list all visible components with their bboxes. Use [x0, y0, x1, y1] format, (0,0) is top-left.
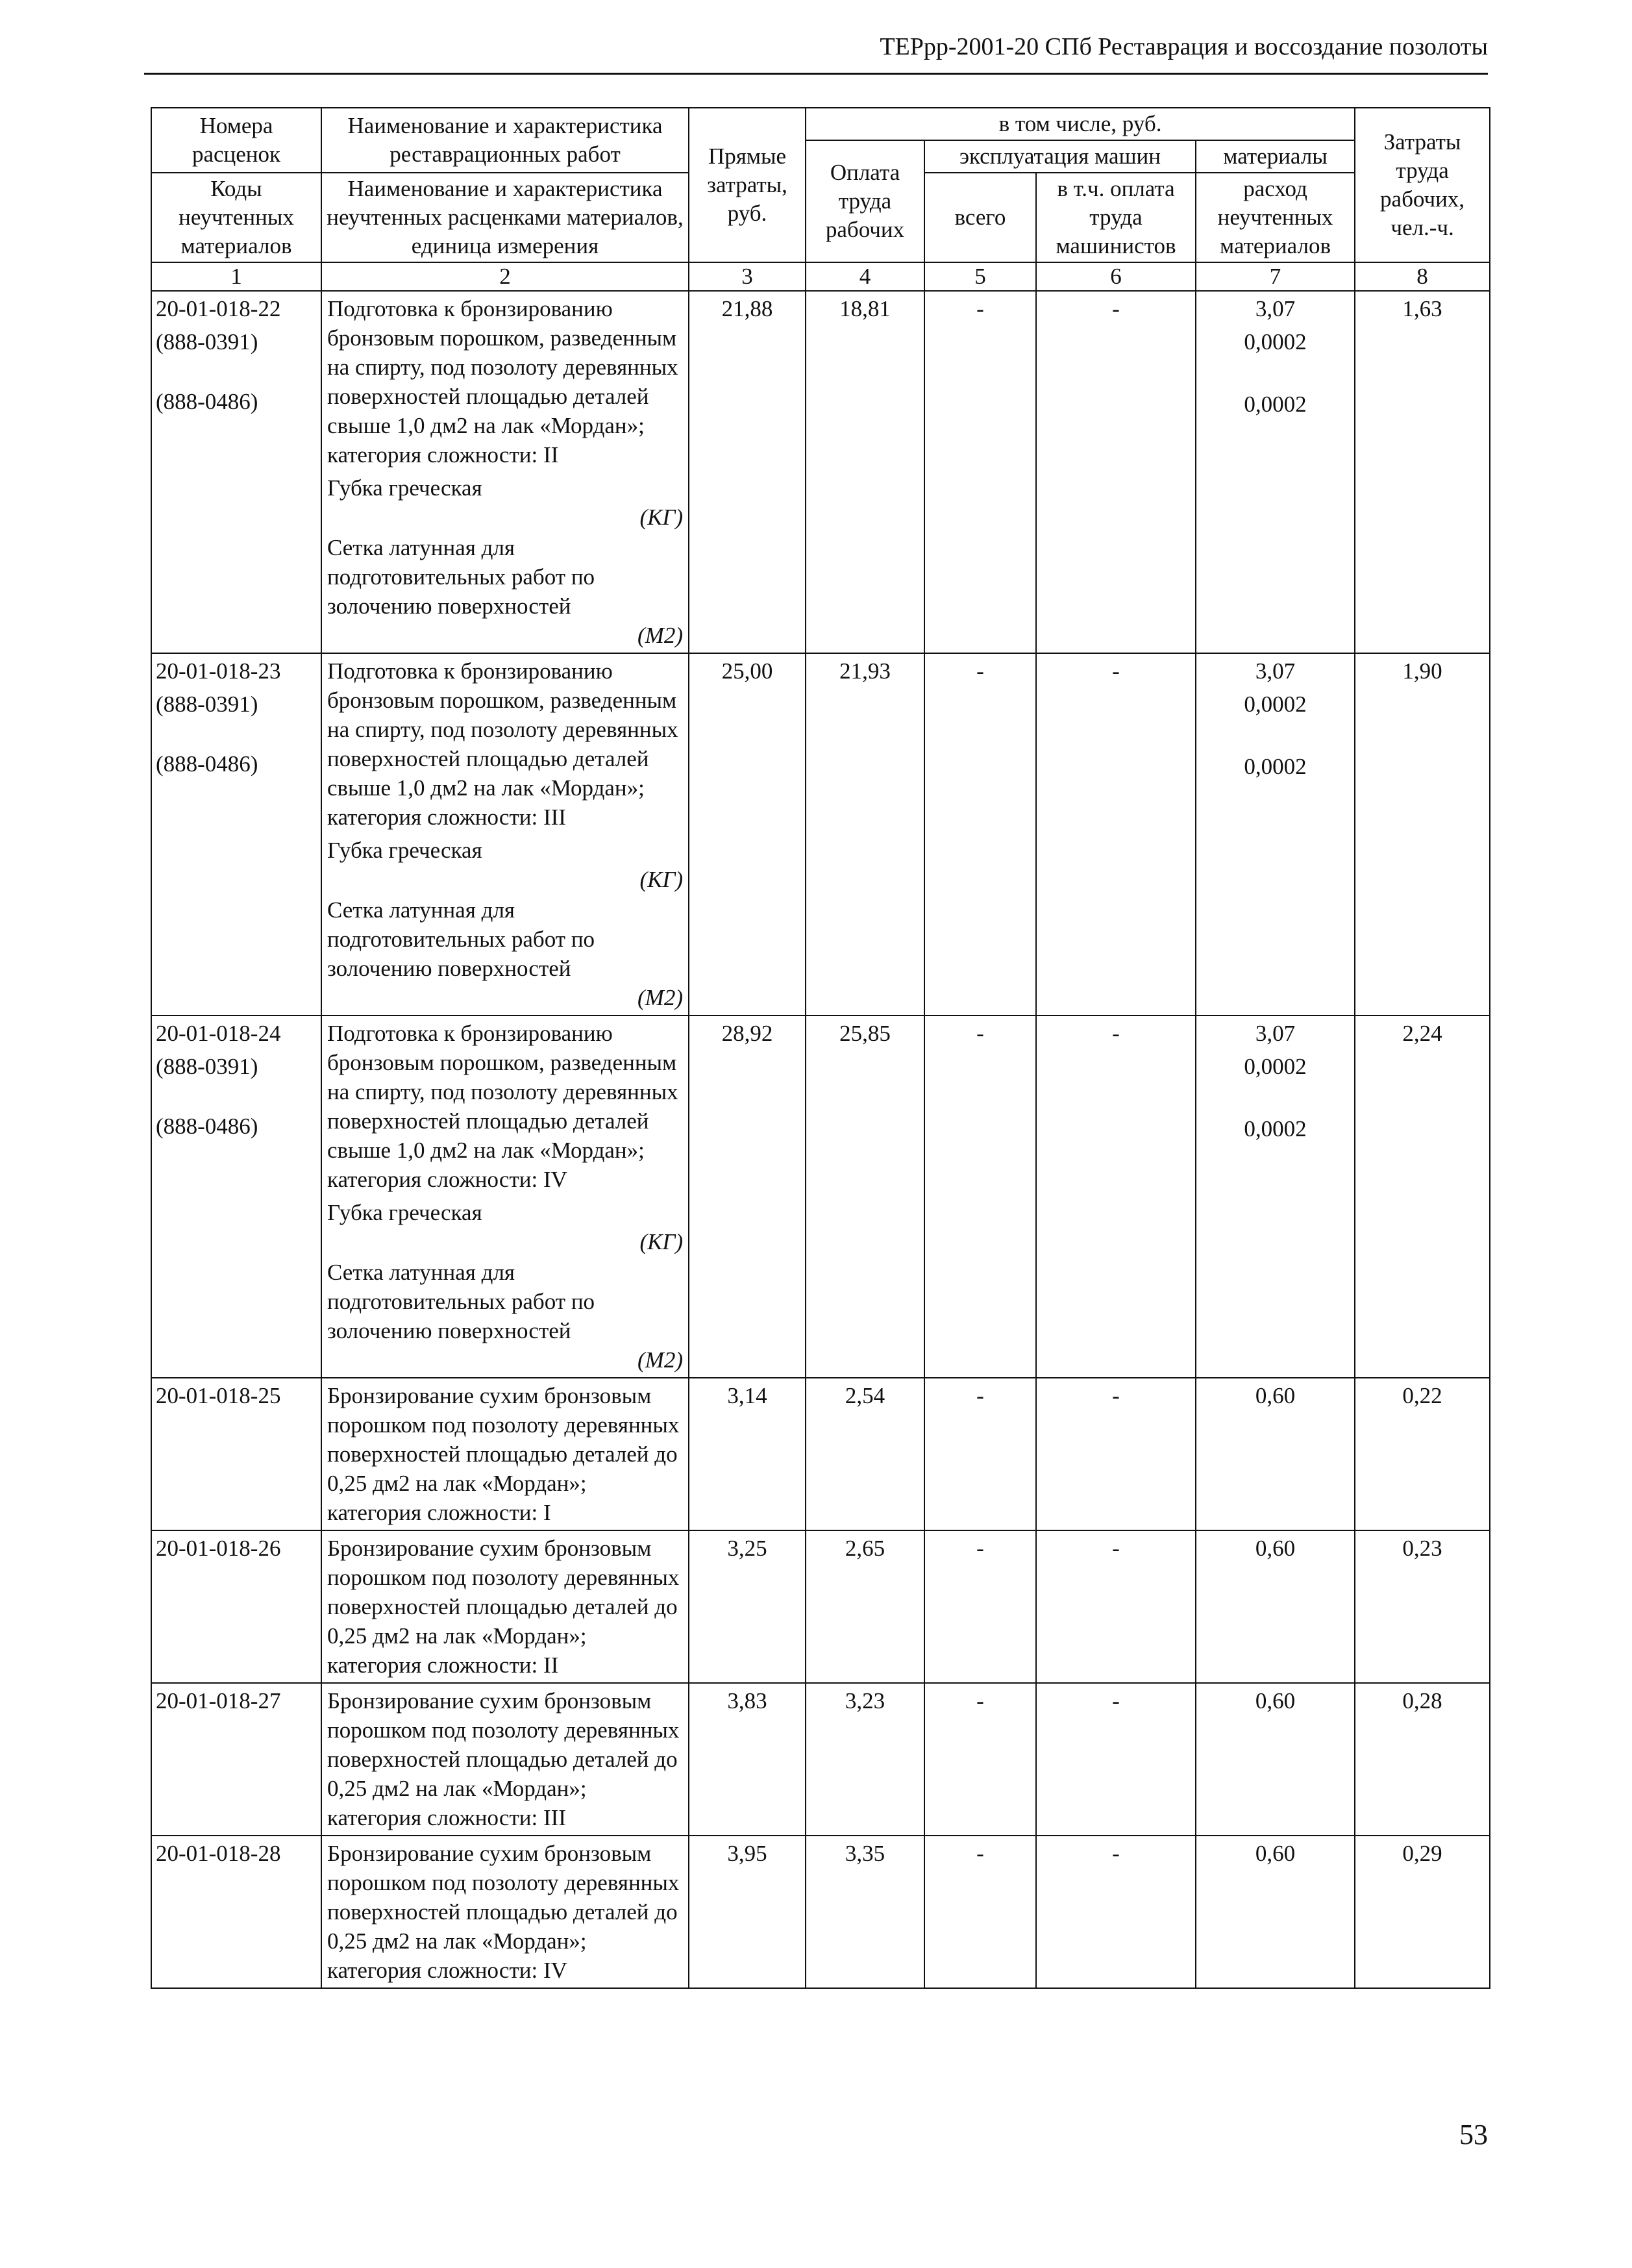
material-unit: (КГ) [639, 867, 683, 892]
direct-cost-cell: 28,92 [689, 1016, 806, 1378]
rate-code: 20-01-018-27 [156, 1688, 281, 1713]
rate-code: 20-01-018-23 [156, 658, 281, 684]
rate-code: 20-01-018-22 [156, 296, 281, 321]
material-name: Сетка латунная для подготовительных работ по золочению поверхностей [327, 1260, 595, 1343]
table-row [151, 291, 1490, 653]
table-row [151, 1016, 1490, 1378]
group-header: в том числе, руб. [806, 108, 1355, 140]
material-quantity: 0,0002 [1244, 392, 1307, 417]
material-unit: (КГ) [639, 1229, 683, 1254]
col4-header: Оплата труда рабочих [806, 140, 924, 262]
spacer [156, 719, 317, 748]
material-code: (888-0391) [156, 1054, 258, 1079]
rate-description: Подготовка к бронзированию бронзовым порошком, разведенным на спирту, под позолоту деревянных поверхностей площадью деталей свыше 1,0 дм2 на лак «Мордан»; категория сложности: II [327, 296, 678, 467]
col3-header: Прямые затраты, руб. [689, 108, 806, 262]
labor-cost-cell: 2,54 [806, 1378, 924, 1530]
material-name: Губка греческая [327, 838, 482, 863]
table-row [151, 1378, 1490, 1530]
spacer [1196, 1143, 1354, 1231]
rate-code-cell [151, 1016, 321, 1378]
materials-cell [1196, 291, 1355, 653]
material-name: Губка греческая [327, 475, 482, 501]
labor-hours-cell: 0,22 [1355, 1378, 1490, 1530]
rate-code-cell [151, 1836, 321, 1988]
material-unit: (М2) [637, 1347, 683, 1373]
rate-code-cell [151, 653, 321, 1016]
column-numbers-row [151, 262, 1490, 291]
rate-description: Подготовка к бронзированию бронзовым порошком, разведенным на спирту, под позолоту деревянных поверхностей площадью деталей свыше 1,0 дм2 на лак «Мордан»; категория сложности: IV [327, 1021, 678, 1192]
rate-code-cell [151, 1378, 321, 1530]
machine-cost-cell: - [924, 291, 1036, 653]
direct-cost-cell: 3,83 [689, 1683, 806, 1836]
col2-bottom-header: Наименование и характеристика неучтенных расценками материалов, единица измерения [321, 173, 689, 262]
machine-cost-cell: - [924, 653, 1036, 1016]
labor-cost-cell: 18,81 [806, 291, 924, 653]
machinist-labor-cell: - [1036, 1836, 1196, 1988]
column-number: 7 [1196, 262, 1355, 291]
material-unit: (М2) [637, 623, 683, 648]
col1-bottom-header: Коды неучтенных материалов [151, 173, 321, 262]
machine-cost-cell: - [924, 1016, 1036, 1378]
labor-hours-cell: 0,23 [1355, 1530, 1490, 1683]
rate-description: Бронзирование сухим бронзовым порошком под позолоту деревянных поверхностей площадью деталей до 0,25 дм2 на лак «Мордан»; категория сложности: I [327, 1383, 680, 1525]
materials-header: материалы [1196, 140, 1355, 173]
header-rule [144, 73, 1488, 75]
spacer [156, 1141, 317, 1228]
column-number: 4 [806, 262, 924, 291]
rate-code: 20-01-018-26 [156, 1536, 281, 1561]
rate-code-cell [151, 1530, 321, 1683]
labor-cost-cell: 25,85 [806, 1016, 924, 1378]
rate-code-cell [151, 1683, 321, 1836]
machinist-labor-cell: - [1036, 291, 1196, 653]
machine-cost-cell: - [924, 1378, 1036, 1530]
rate-description: Подготовка к бронзированию бронзовым порошком, разведенным на спирту, под позолоту деревянных поверхностей площадью деталей свыше 1,0 дм2 на лак «Мордан»; категория сложности: III [327, 658, 678, 830]
spacer [1196, 719, 1354, 748]
labor-cost-cell: 3,23 [806, 1683, 924, 1836]
machines-header: эксплуатация машин [924, 140, 1196, 173]
material-name: Губка греческая [327, 1200, 482, 1225]
spacer [156, 356, 317, 386]
direct-cost-cell: 3,25 [689, 1530, 806, 1683]
rate-description-cell [321, 1683, 689, 1836]
materials-cost: 3,07 [1255, 658, 1296, 684]
spacer [1196, 419, 1354, 506]
direct-cost-cell: 25,00 [689, 653, 806, 1016]
material-quantity: 0,0002 [1244, 1116, 1307, 1141]
table-header [151, 108, 1490, 291]
material-quantity: 0,0002 [1244, 692, 1307, 717]
materials-cell [1196, 1016, 1355, 1378]
material-name: Сетка латунная для подготовительных работ по золочению поверхностей [327, 535, 595, 619]
material-unit: (М2) [637, 985, 683, 1010]
material-code: (888-0391) [156, 329, 258, 355]
materials-cell [1196, 653, 1355, 1016]
col8-header: Затраты труда рабочих, чел.-ч. [1355, 108, 1490, 262]
machine-cost-cell: - [924, 1836, 1036, 1988]
rate-code: 20-01-018-25 [156, 1383, 281, 1408]
rate-description: Бронзирование сухим бронзовым порошком под позолоту деревянных поверхностей площадью деталей до 0,25 дм2 на лак «Мордан»; категория сложности: II [327, 1536, 680, 1678]
material-unit: (КГ) [639, 505, 683, 530]
rate-description: Бронзирование сухим бронзовым порошком под позолоту деревянных поверхностей площадью деталей до 0,25 дм2 на лак «Мордан»; категория сложности: IV [327, 1841, 680, 1983]
machinist-labor-cell: - [1036, 1530, 1196, 1683]
materials-cost: 0,60 [1255, 1841, 1296, 1866]
page-number: 53 [1459, 2119, 1488, 2150]
spacer [156, 779, 317, 866]
rate-code: 20-01-018-28 [156, 1841, 281, 1866]
labor-hours-cell: 1,90 [1355, 653, 1490, 1016]
materials-cost: 0,60 [1255, 1383, 1296, 1408]
column-number: 1 [151, 262, 321, 291]
column-number: 8 [1355, 262, 1490, 291]
table-row [151, 1530, 1490, 1683]
material-quantity: 0,0002 [1244, 1054, 1307, 1079]
machinist-labor-cell: - [1036, 653, 1196, 1016]
material-code: (888-0391) [156, 692, 258, 717]
direct-cost-cell: 21,88 [689, 291, 806, 653]
rate-description-cell [321, 1836, 689, 1988]
column-number: 5 [924, 262, 1036, 291]
direct-cost-cell: 3,95 [689, 1836, 806, 1988]
col5-header: всего [924, 173, 1036, 262]
materials-cell [1196, 1530, 1355, 1683]
spacer [1196, 356, 1354, 386]
materials-cost: 3,07 [1255, 1021, 1296, 1046]
material-quantity: 0,0002 [1244, 329, 1307, 355]
machinist-labor-cell: - [1036, 1683, 1196, 1836]
material-quantity: 0,0002 [1244, 754, 1307, 779]
table-row [151, 1683, 1490, 1836]
labor-cost-cell: 3,35 [806, 1836, 924, 1988]
table-body [151, 291, 1490, 1988]
page-header-title: ТЕРрр-2001-20 СПб Реставрация и воссоздание позолоты [880, 33, 1488, 60]
machine-cost-cell: - [924, 1530, 1036, 1683]
rate-description-cell [321, 291, 689, 653]
col6-header: в т.ч. оплата труда машинистов [1036, 173, 1196, 262]
machinist-labor-cell: - [1036, 1016, 1196, 1378]
materials-cell [1196, 1378, 1355, 1530]
labor-hours-cell: 1,63 [1355, 291, 1490, 653]
column-number: 3 [689, 262, 806, 291]
table-row [151, 653, 1490, 1016]
material-code: (888-0486) [156, 389, 258, 414]
column-number: 2 [321, 262, 689, 291]
material-code: (888-0486) [156, 751, 258, 777]
rates-table [151, 107, 1490, 1989]
spacer [156, 416, 317, 504]
rate-description-cell [321, 1016, 689, 1378]
materials-cell [1196, 1683, 1355, 1836]
spacer [156, 1081, 317, 1110]
materials-cost: 3,07 [1255, 296, 1296, 321]
labor-cost-cell: 21,93 [806, 653, 924, 1016]
materials-cost: 0,60 [1255, 1688, 1296, 1713]
col2-top-header: Наименование и характеристика реставрационных работ [321, 108, 689, 173]
direct-cost-cell: 3,14 [689, 1378, 806, 1530]
col1-top-header: Номера расценок [151, 108, 321, 173]
labor-hours-cell: 0,28 [1355, 1683, 1490, 1836]
labor-hours-cell: 2,24 [1355, 1016, 1490, 1378]
materials-cell [1196, 1836, 1355, 1988]
machinist-labor-cell: - [1036, 1378, 1196, 1530]
spacer [1196, 781, 1354, 869]
machine-cost-cell: - [924, 1683, 1036, 1836]
material-code: (888-0486) [156, 1114, 258, 1139]
rate-code: 20-01-018-24 [156, 1021, 281, 1046]
rate-description-cell [321, 1530, 689, 1683]
rate-description: Бронзирование сухим бронзовым порошком под позолоту деревянных поверхностей площадью деталей до 0,25 дм2 на лак «Мордан»; категория сложности: III [327, 1688, 680, 1830]
labor-hours-cell: 0,29 [1355, 1836, 1490, 1988]
spacer [1196, 1081, 1354, 1110]
column-number: 6 [1036, 262, 1196, 291]
materials-cost: 0,60 [1255, 1536, 1296, 1561]
col7-header: расход неучтенных материалов [1196, 173, 1355, 262]
table-row [151, 1836, 1490, 1988]
rate-code-cell [151, 291, 321, 653]
rate-description-cell [321, 1378, 689, 1530]
material-name: Сетка латунная для подготовительных работ по золочению поверхностей [327, 897, 595, 981]
rate-description-cell [321, 653, 689, 1016]
labor-cost-cell: 2,65 [806, 1530, 924, 1683]
